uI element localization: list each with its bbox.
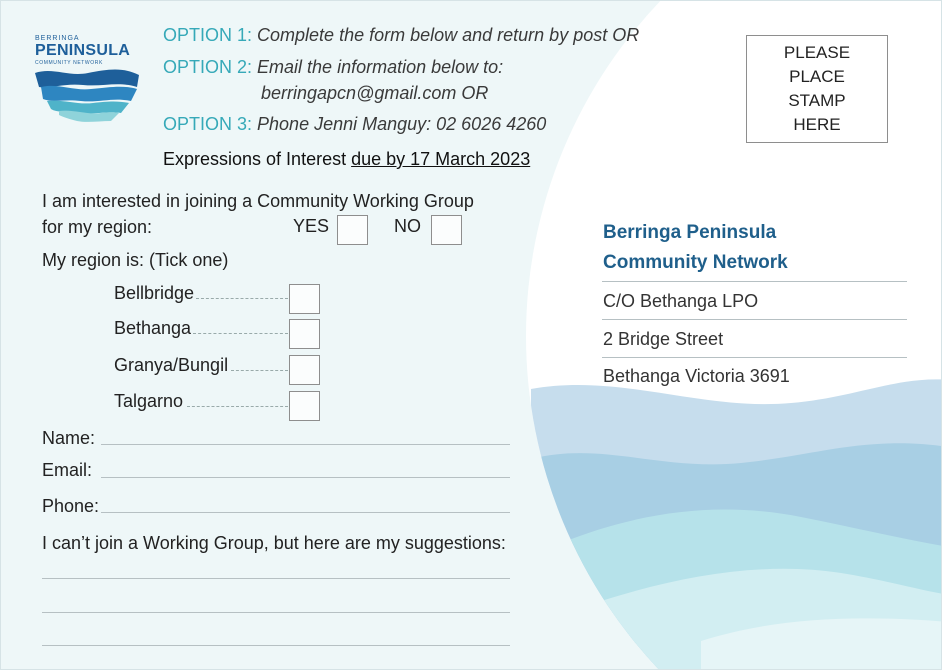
- interest-line-2: for my region:: [42, 217, 153, 237]
- region-label-talgarno: Talgarno: [114, 391, 184, 411]
- no-checkbox[interactable]: [431, 215, 462, 245]
- deadline-prefix: Expressions of Interest: [163, 149, 352, 169]
- stamp-text-line: HERE: [793, 115, 841, 134]
- email-field[interactable]: [101, 477, 510, 478]
- interest-line-1: I am interested in joining a Community Working Group: [42, 191, 474, 211]
- phone-field[interactable]: [101, 512, 510, 513]
- berringa-peninsula-logo: [31, 31, 146, 126]
- option-2-email: berringapcn@gmail.com OR: [261, 83, 489, 103]
- logo-small-text: BERRINGA: [35, 35, 80, 42]
- option-1-label: OPTION 1:: [163, 25, 253, 45]
- deadline-date: due by 17 March 2023: [351, 149, 531, 169]
- logo-waves-icon: [33, 65, 143, 123]
- region-leader: [187, 406, 288, 407]
- no-label: NO: [394, 216, 421, 236]
- region-checkbox-talgarno[interactable]: [289, 391, 320, 421]
- option-1: [163, 25, 639, 46]
- recipient-name-line-1: Berringa Peninsula: [603, 222, 777, 243]
- option-3-label: OPTION 3:: [163, 114, 253, 134]
- deadline: [163, 149, 530, 170]
- name-field[interactable]: [101, 444, 510, 445]
- option-1-text: Complete the form below and return by post OR: [257, 25, 640, 45]
- option-2-label: OPTION 2:: [163, 57, 253, 77]
- region-label-granya-bungil: Granya/Bungil: [114, 355, 229, 375]
- option-2: [163, 57, 503, 78]
- stamp-text-line: PLEASE: [783, 43, 851, 62]
- region-leader: [196, 298, 288, 299]
- region-leader: [231, 370, 288, 371]
- stamp-text-line: PLACE: [789, 67, 845, 86]
- phone-label: Phone:: [42, 496, 100, 516]
- option-2-text: Email the information below to:: [257, 57, 504, 77]
- region-label-bellbridge: Bellbridge: [114, 283, 195, 303]
- address-line-2: 2 Bridge Street: [603, 329, 724, 349]
- address-rule: [602, 281, 907, 282]
- name-label: Name:: [42, 428, 96, 448]
- address-line-1: C/O Bethanga LPO: [603, 291, 759, 311]
- region-checkbox-bethanga[interactable]: [289, 319, 320, 349]
- stamp-box: [746, 35, 888, 143]
- yes-label: YES: [293, 216, 330, 236]
- region-checkbox-bellbridge[interactable]: [289, 284, 320, 314]
- yes-checkbox[interactable]: [337, 215, 368, 245]
- address-line-3: Bethanga Victoria 3691: [603, 366, 790, 386]
- suggestions-line-2[interactable]: [42, 612, 510, 613]
- suggestions-label: I can’t join a Working Group, but here are my suggestions:: [42, 533, 506, 553]
- region-leader: [193, 333, 288, 334]
- address-rule: [602, 357, 907, 358]
- region-label-bethanga: Bethanga: [114, 318, 192, 338]
- logo-big-text: PENINSULA: [35, 42, 131, 59]
- option-3-text: Phone Jenni Manguy: 02 6026 4260: [257, 114, 547, 134]
- address-rule: [602, 319, 907, 320]
- suggestions-line-3[interactable]: [42, 645, 510, 646]
- suggestions-line-1[interactable]: [42, 578, 510, 579]
- recipient-name-line-2: Community Network: [603, 252, 788, 273]
- stamp-text-line: STAMP: [788, 91, 846, 110]
- option-3: [163, 114, 546, 135]
- email-label: Email:: [42, 460, 93, 480]
- logo-sub-text: COMMUNITY NETWORK: [35, 60, 103, 66]
- region-prompt: My region is: (Tick one): [42, 250, 229, 270]
- region-checkbox-granya-bungil[interactable]: [289, 355, 320, 385]
